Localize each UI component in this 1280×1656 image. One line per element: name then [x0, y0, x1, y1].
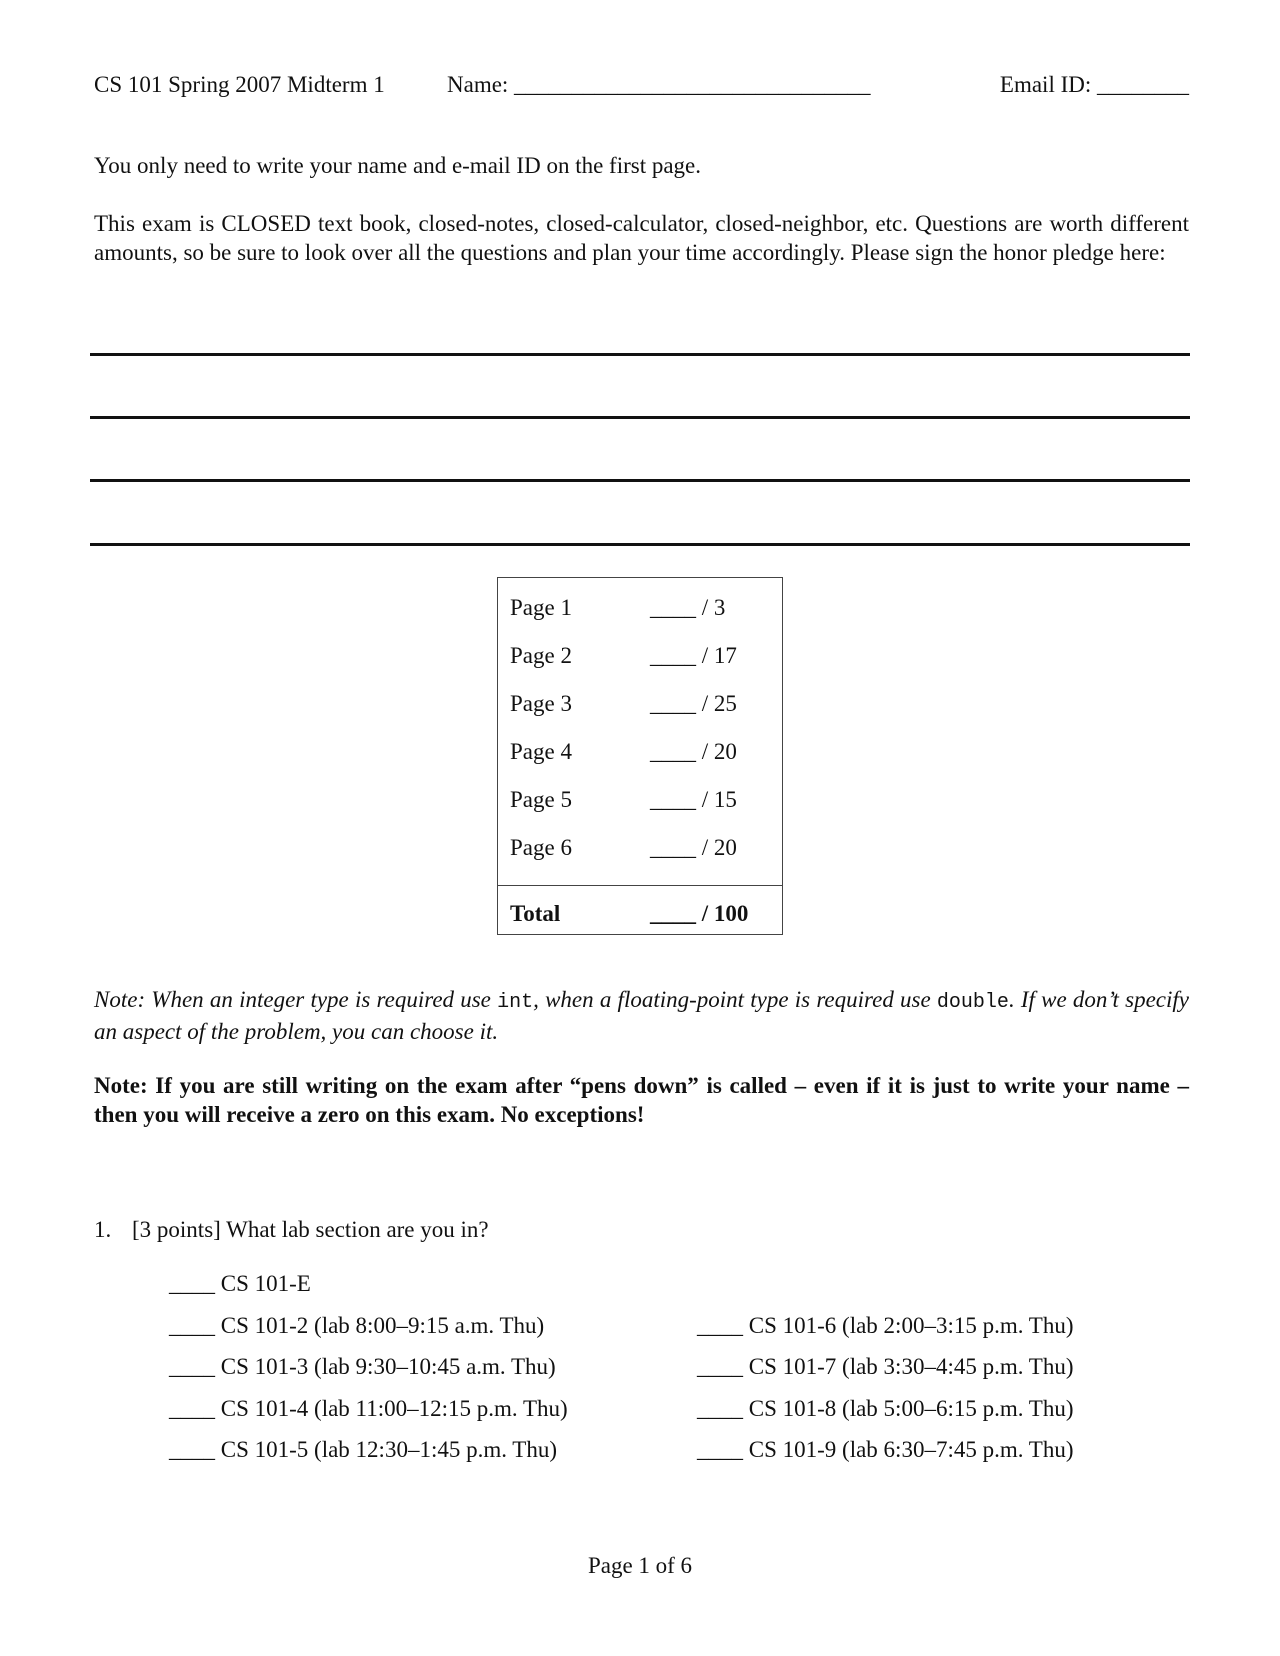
score-row-label: Page 1: [510, 595, 572, 620]
score-total-label: Total: [510, 901, 561, 926]
lab-option[interactable]: ____ CS 101-8 (lab 5:00–6:15 p.m. Thu): [697, 1396, 1074, 1421]
question-text: [3 points] What lab section are you in?: [132, 1217, 489, 1242]
pens-down-note: Note: If you are still writing on the exam after “pens down” is called – even if it is just to write your name – then you will receive a zero on this exam. No exceptions!: [94, 1073, 1189, 1127]
score-row-label: Page 3: [510, 691, 572, 716]
lab-option[interactable]: ____ CS 101-2 (lab 8:00–9:15 a.m. Thu): [169, 1313, 545, 1338]
score-row-label: Page 4: [510, 739, 572, 764]
score-total-value: ____ / 100: [650, 901, 749, 926]
score-row-value: ____ / 15: [650, 787, 737, 812]
score-row: [510, 739, 770, 769]
score-row: [510, 835, 770, 865]
course-title: CS 101 Spring 2007 Midterm 1: [94, 72, 385, 97]
page-footer: Page 1 of 6: [587, 1553, 693, 1578]
lab-option[interactable]: ____ CS 101-6 (lab 2:00–3:15 p.m. Thu): [697, 1313, 1074, 1338]
score-divider: [498, 885, 782, 886]
instruction-paragraph-1: You only need to write your name and e-mail ID on the first page.: [94, 153, 702, 178]
note-text: Note: When an integer type is required use: [94, 987, 498, 1012]
lab-option[interactable]: ____ CS 101-3 (lab 9:30–10:45 a.m. Thu): [169, 1354, 556, 1379]
code-double: double: [936, 991, 1009, 1014]
honor-pledge-line-4[interactable]: [90, 543, 1190, 546]
score-total-row: [510, 901, 770, 931]
lab-option[interactable]: ____ CS 101-E: [169, 1271, 311, 1296]
score-row-value: ____ / 20: [650, 835, 737, 860]
note-text: , when a floating-point type is required use: [533, 987, 937, 1012]
score-row-label: Page 6: [510, 835, 572, 860]
score-table: [497, 577, 783, 935]
instruction-paragraph-2: This exam is CLOSED text book, closed-notes, closed-calculator, closed-neighbor, etc. Questions are worth different amounts, so be sure to look over all the questions and plan your time accordingly. Please sign the honor pledge here:: [94, 211, 1189, 265]
score-row-value: ____ / 20: [650, 739, 737, 764]
lab-option[interactable]: ____ CS 101-7 (lab 3:30–4:45 p.m. Thu): [697, 1354, 1074, 1379]
score-row: [510, 595, 770, 625]
honor-pledge-line-3[interactable]: [90, 479, 1190, 482]
lab-option[interactable]: ____ CS 101-5 (lab 12:30–1:45 p.m. Thu): [169, 1437, 558, 1462]
type-note: [94, 985, 1189, 1046]
lab-option[interactable]: ____ CS 101-9 (lab 6:30–7:45 p.m. Thu): [697, 1437, 1074, 1462]
lab-option[interactable]: ____ CS 101-4 (lab 11:00–12:15 p.m. Thu): [169, 1396, 568, 1421]
exam-header: [94, 72, 1189, 104]
score-row-label: Page 2: [510, 643, 572, 668]
honor-pledge-line-1[interactable]: [90, 353, 1190, 356]
score-row-value: ____ / 3: [650, 595, 726, 620]
note-text: . If we don’t specify an aspect of the problem, you can choose it.: [94, 987, 1189, 1044]
score-row: [510, 691, 770, 721]
honor-pledge-line-2[interactable]: [90, 416, 1190, 419]
score-row-label: Page 5: [510, 787, 572, 812]
question-1: [94, 1217, 489, 1243]
score-row-value: ____ / 17: [650, 643, 737, 668]
email-id-field[interactable]: Email ID: ________: [999, 72, 1189, 97]
score-row-value: ____ / 25: [650, 691, 737, 716]
code-int: int: [497, 991, 534, 1014]
question-number: 1.: [94, 1217, 112, 1242]
score-row: [510, 643, 770, 673]
name-field[interactable]: Name: _______________________________: [447, 72, 871, 97]
score-row: [510, 787, 770, 817]
